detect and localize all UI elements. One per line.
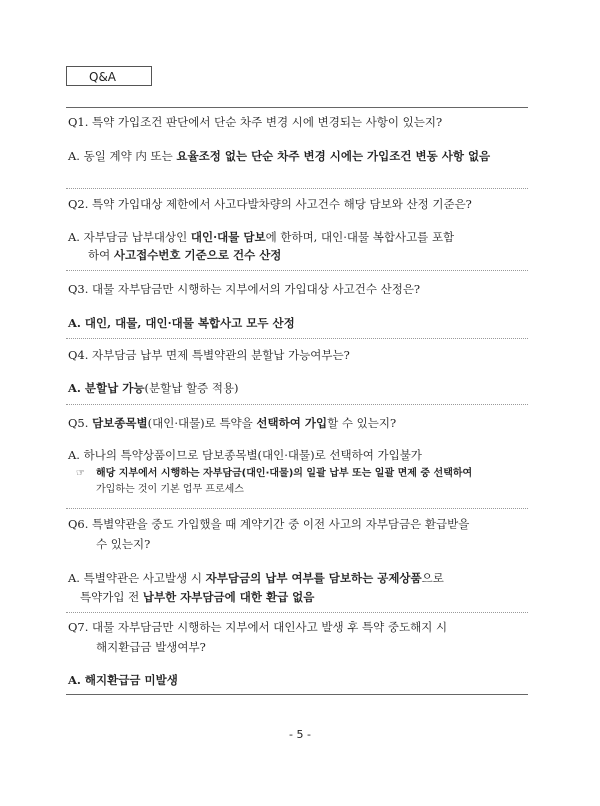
answer-2-line-2 — [68, 245, 550, 265]
answer-6-line-2 — [68, 587, 542, 607]
pointing-hand-icon: ☞ — [76, 468, 85, 479]
question-7-line-1: Q7. 대물 자부담금만 시행하는 지부에서 대인사고 발생 후 특약 중도해지 시 — [68, 620, 448, 634]
answer-2-line-2-prefix: 하여 — [88, 248, 114, 262]
answer-2-line-1-suffix: 에 한하며, 대인·대물 복합사고를 포함 — [265, 230, 455, 244]
qa-header-label: Q&A — [89, 70, 117, 84]
page-number: - 5 - — [289, 728, 311, 741]
answer-4-bold: A. 분할납 가능 — [68, 381, 145, 395]
question-5 — [68, 413, 530, 433]
question-5-suffix: 할 수 있는지? — [327, 416, 397, 430]
answer-6-line-2-bold: 납부한 자부담금에 대한 환급 없음 — [142, 590, 315, 604]
question-4: Q4. 자부담금 납부 면제 특별약관의 분할납 가능여부는? — [68, 348, 350, 362]
answer-7: A. 해지환급금 미발생 — [68, 673, 178, 687]
answer-5-note — [76, 466, 536, 498]
answer-1 — [68, 146, 530, 166]
answer-5-note-line-1: 해당 지부에서 시행하는 자부담금(대인·대물)의 일괄 납부 또는 일괄 면제 중 선택하여 — [96, 468, 473, 479]
divider-2 — [66, 270, 528, 271]
question-3: Q3. 대물 자부담금만 시행하는 지부에서의 가입대상 사고건수 산정은? — [68, 282, 421, 296]
qa-header-box — [66, 66, 152, 86]
answer-6-line-1-prefix: A. 특별약관은 사고발생 시 — [68, 571, 206, 585]
divider-5 — [66, 508, 528, 509]
question-5-bold-2: 선택하여 가입 — [256, 416, 328, 430]
answer-6-line-1-suffix: 으로 — [421, 571, 444, 585]
answer-6-line-1 — [68, 568, 530, 588]
answer-1-prefix: A. 동일 계약 内 또는 — [68, 149, 177, 163]
divider-6 — [66, 612, 528, 613]
answer-6-line-1-bold: 자부담금의 납부 여부를 담보하는 공제상품 — [205, 571, 422, 585]
question-1: Q1. 특약 가입조건 판단에서 단순 차주 변경 시에 변경되는 사항이 있는지? — [68, 115, 443, 129]
divider-3 — [66, 338, 528, 339]
answer-1-bold: 요율조정 없는 단순 차주 변경 시에는 가입조건 변동 사항 없음 — [176, 149, 491, 163]
question-5-bold-1: 담보종목별 — [92, 416, 148, 430]
question-6-line-1: Q6. 특별약관을 중도 가입했을 때 계약기간 중 이전 사고의 자부담금은 환급받을 — [68, 517, 470, 531]
question-5-mid: (대인·대물)로 특약을 — [147, 416, 257, 430]
top-divider — [66, 107, 528, 108]
question-2: Q2. 특약 가입대상 제한에서 사고다발차량의 사고건수 해당 담보와 산정 기준은? — [68, 197, 472, 211]
answer-5: A. 하나의 특약상품이므로 담보종목별(대인·대물)로 선택하여 가입불가 — [68, 448, 422, 462]
answer-3: A. 대인, 대물, 대인·대물 복합사고 모두 산정 — [68, 316, 295, 330]
question-5-prefix: Q5. — [68, 416, 93, 430]
answer-5-note-line-2: 가입하는 것이 기본 업무 프로세스 — [96, 484, 244, 495]
answer-2-line-1 — [68, 227, 530, 247]
answer-4 — [68, 378, 530, 398]
question-7-line-2: 해지환급금 발생여부? — [96, 640, 206, 654]
answer-4-suffix: (분할납 할증 적용) — [144, 381, 239, 395]
question-6-line-2: 수 있는지? — [96, 537, 151, 551]
answer-2-line-2-bold: 사고접수번호 기준으로 건수 산정 — [113, 248, 282, 262]
divider-4 — [66, 404, 528, 405]
answer-6-line-2-prefix: 특약가입 전 — [80, 590, 143, 604]
answer-2-line-1-prefix: A. 자부담금 납부대상인 — [68, 230, 191, 244]
divider-1 — [66, 188, 528, 189]
answer-2-line-1-bold: 대인·대물 담보 — [190, 230, 266, 244]
bottom-divider — [66, 694, 528, 695]
